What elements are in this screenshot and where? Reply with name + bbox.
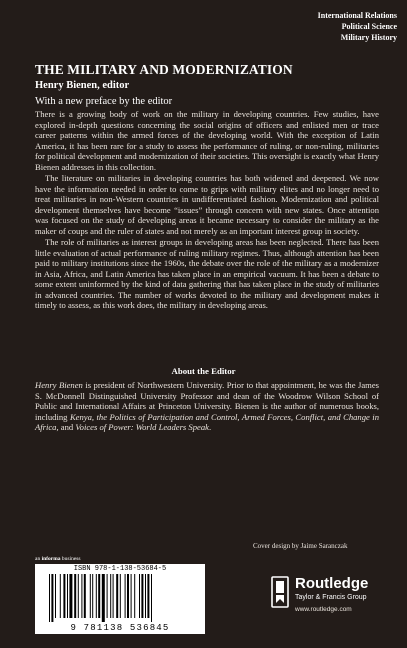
barcode-bar <box>49 574 50 622</box>
barcode-bar <box>116 574 118 618</box>
barcode-bar <box>151 574 152 622</box>
informa-brand: informa <box>41 556 61 562</box>
barcode-bar <box>107 574 108 618</box>
routledge-mark-icon <box>269 575 291 609</box>
barcode-bar <box>134 574 135 618</box>
subject-item: Political Science <box>341 22 397 31</box>
barcode-bar <box>67 574 68 618</box>
subject-categories <box>318 10 397 43</box>
barcode-bar <box>60 574 61 618</box>
barcode-bar <box>141 574 143 618</box>
editor-name: Henry Bienen <box>35 380 83 390</box>
description-paragraph: There is a growing body of work on the military in developing countries. Few studies, have explored in-depth questions concerning the social origins of officers and enlisted men or trace career patterns within the armed forces of the developing world. With the exception of Latin America, it has been rare for a study to assess the performance of ruling, or non-ruling, militaries for political development and modernization of their societies. This oversight is exactly what Henry Bienen addresses in this collection. <box>35 109 379 172</box>
barcode-bar <box>96 574 97 618</box>
publisher-group: Taylor & Francis Group <box>295 594 367 601</box>
barcode-bar <box>147 574 149 618</box>
barcode-bar <box>127 574 129 618</box>
about-text-1: is president of Northwestern University. Prior to that appointment, he was the James S. McDonnell Distinguished University Professor and dean of the Woodrow Wilson School of Public and International Affairs at Princeton University. Bienen is the author of numerous books, including <box>35 380 380 422</box>
publisher-url: www.routledge.com <box>295 606 352 613</box>
barcode-bar <box>78 574 79 618</box>
barcode-bar <box>92 574 93 618</box>
subject-item: Military History <box>340 33 397 42</box>
barcode-bar <box>125 574 126 618</box>
barcode-bar <box>98 574 100 618</box>
barcode-bar <box>131 574 132 618</box>
cover-design-credit: Cover design by Jaime Saranczak <box>253 542 348 550</box>
book-title: THE MILITARY AND MODERNIZATION <box>35 62 293 77</box>
barcode-bar <box>113 574 114 618</box>
about-editor-heading: About the Editor <box>171 366 236 376</box>
barcode-bar <box>81 574 82 618</box>
barcode-bar <box>90 574 91 618</box>
book-description <box>35 109 379 312</box>
description-paragraph: The literature on militaries in developing countries has both widened and deepened. We now have the information needed in order to come to grips with military elites and no longer need to treat militaries in non-Western countries in undifferentiated fashion. Modernization and political development themselves have become “issues” through concern with new states. Once attention was focused on the study of developing areas it became necessary to consider the military as the maker of coups and the ruler of states and not merely as an important interest group in society. <box>35 173 379 236</box>
isbn-barcode <box>35 564 205 634</box>
barcode-bar <box>139 574 140 618</box>
barcode-bar <box>63 574 65 618</box>
book-list: Kenya, the Politics of Participation and Control, Armed Forces, Conflict, and Change in Africa, <box>35 411 379 433</box>
isbn-text: ISBN 978-1-138-53684-5 <box>73 565 167 573</box>
barcode-bar <box>51 574 53 622</box>
preface-note: With a new preface by the editor <box>35 96 173 107</box>
about-editor-text <box>35 380 379 433</box>
publisher-name: Routledge <box>295 575 369 592</box>
barcode-bar <box>74 574 76 618</box>
about-text-2: and <box>58 422 76 433</box>
book-author: Henry Bienen, editor <box>35 80 130 91</box>
barcode-bar <box>120 574 121 618</box>
book-list: Voices of Power: World Leaders Speak <box>75 422 209 433</box>
barcode-bar <box>145 574 146 618</box>
publisher-logo <box>269 575 394 620</box>
informa-label: an informa business <box>35 556 81 562</box>
isbn-digits: 9 781138 536845 <box>70 623 170 633</box>
barcode-bar <box>102 574 105 622</box>
subject-item: International Relations <box>317 11 397 20</box>
about-text-3: . <box>208 422 212 433</box>
barcode-bar <box>69 574 72 618</box>
description-paragraph: The role of militaries as interest groups in developing areas has been neglected. There has been little evaluation of actual performance of ruling military regimes. Thus, although attention has been paid to military institutions since the 1960s, the debate over the role of the military as a modernizer in Asia, Africa, and Latin America has taken place in an empirical vacuum. It has been a debate to some extent uninformed by the kind of data gathering that has taken place in the study of militaries in advanced countries. The number of works devoted to the military and development makes it timely to assess, as this work does, the military in developing areas. <box>35 237 379 310</box>
barcode-bars <box>49 574 191 622</box>
barcode-bar <box>110 574 111 618</box>
barcode-bar <box>84 574 86 618</box>
barcode-bar <box>55 574 56 618</box>
